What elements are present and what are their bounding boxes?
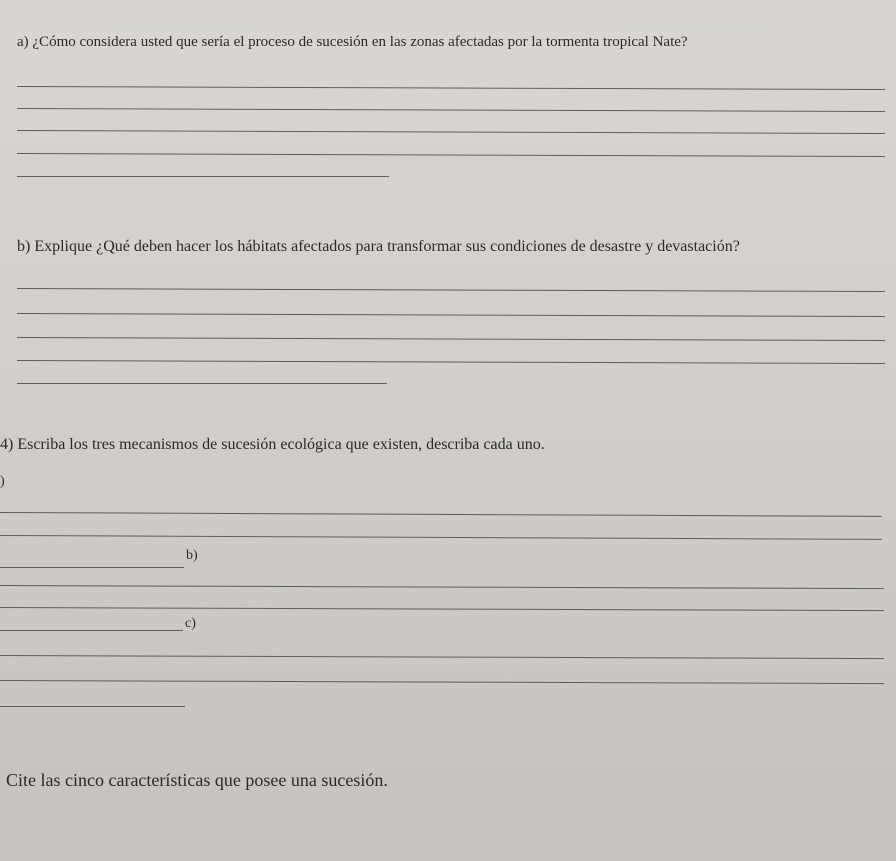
answer-line	[0, 706, 185, 707]
answer-line	[17, 313, 885, 317]
answer-line	[17, 176, 389, 177]
answer-line	[0, 630, 183, 631]
answer-line	[0, 512, 882, 517]
answer-line	[17, 360, 885, 364]
answer-line	[17, 337, 885, 341]
answer-line	[0, 607, 884, 611]
answer-line	[17, 130, 885, 134]
answer-line	[17, 108, 885, 112]
item-a-mark: )	[0, 474, 5, 489]
question-4-text: 4) Escriba los tres mecanismos de sucesión ecológica que existen, describa cada uno.	[0, 436, 545, 453]
question-b-text: b) Explique ¿Qué deben hacer los hábitats afectados para transformar sus condiciones de desastre y devastación?	[17, 238, 740, 255]
answer-line	[17, 153, 885, 157]
item-c-label: c)	[185, 616, 196, 631]
answer-line	[0, 655, 884, 659]
answer-line	[0, 585, 884, 589]
answer-line	[0, 680, 884, 684]
question-a-text: a) ¿Cómo considera usted que sería el proceso de sucesión en las zonas afectadas por la tormenta tropical Nate?	[17, 34, 688, 50]
answer-line	[17, 288, 885, 292]
answer-line	[17, 86, 885, 90]
answer-line	[0, 535, 882, 540]
answer-line	[17, 383, 387, 384]
question-5-text: Cite las cinco características que posee una sucesión.	[6, 770, 388, 790]
item-b-label: b)	[186, 548, 198, 563]
answer-line	[0, 567, 184, 568]
